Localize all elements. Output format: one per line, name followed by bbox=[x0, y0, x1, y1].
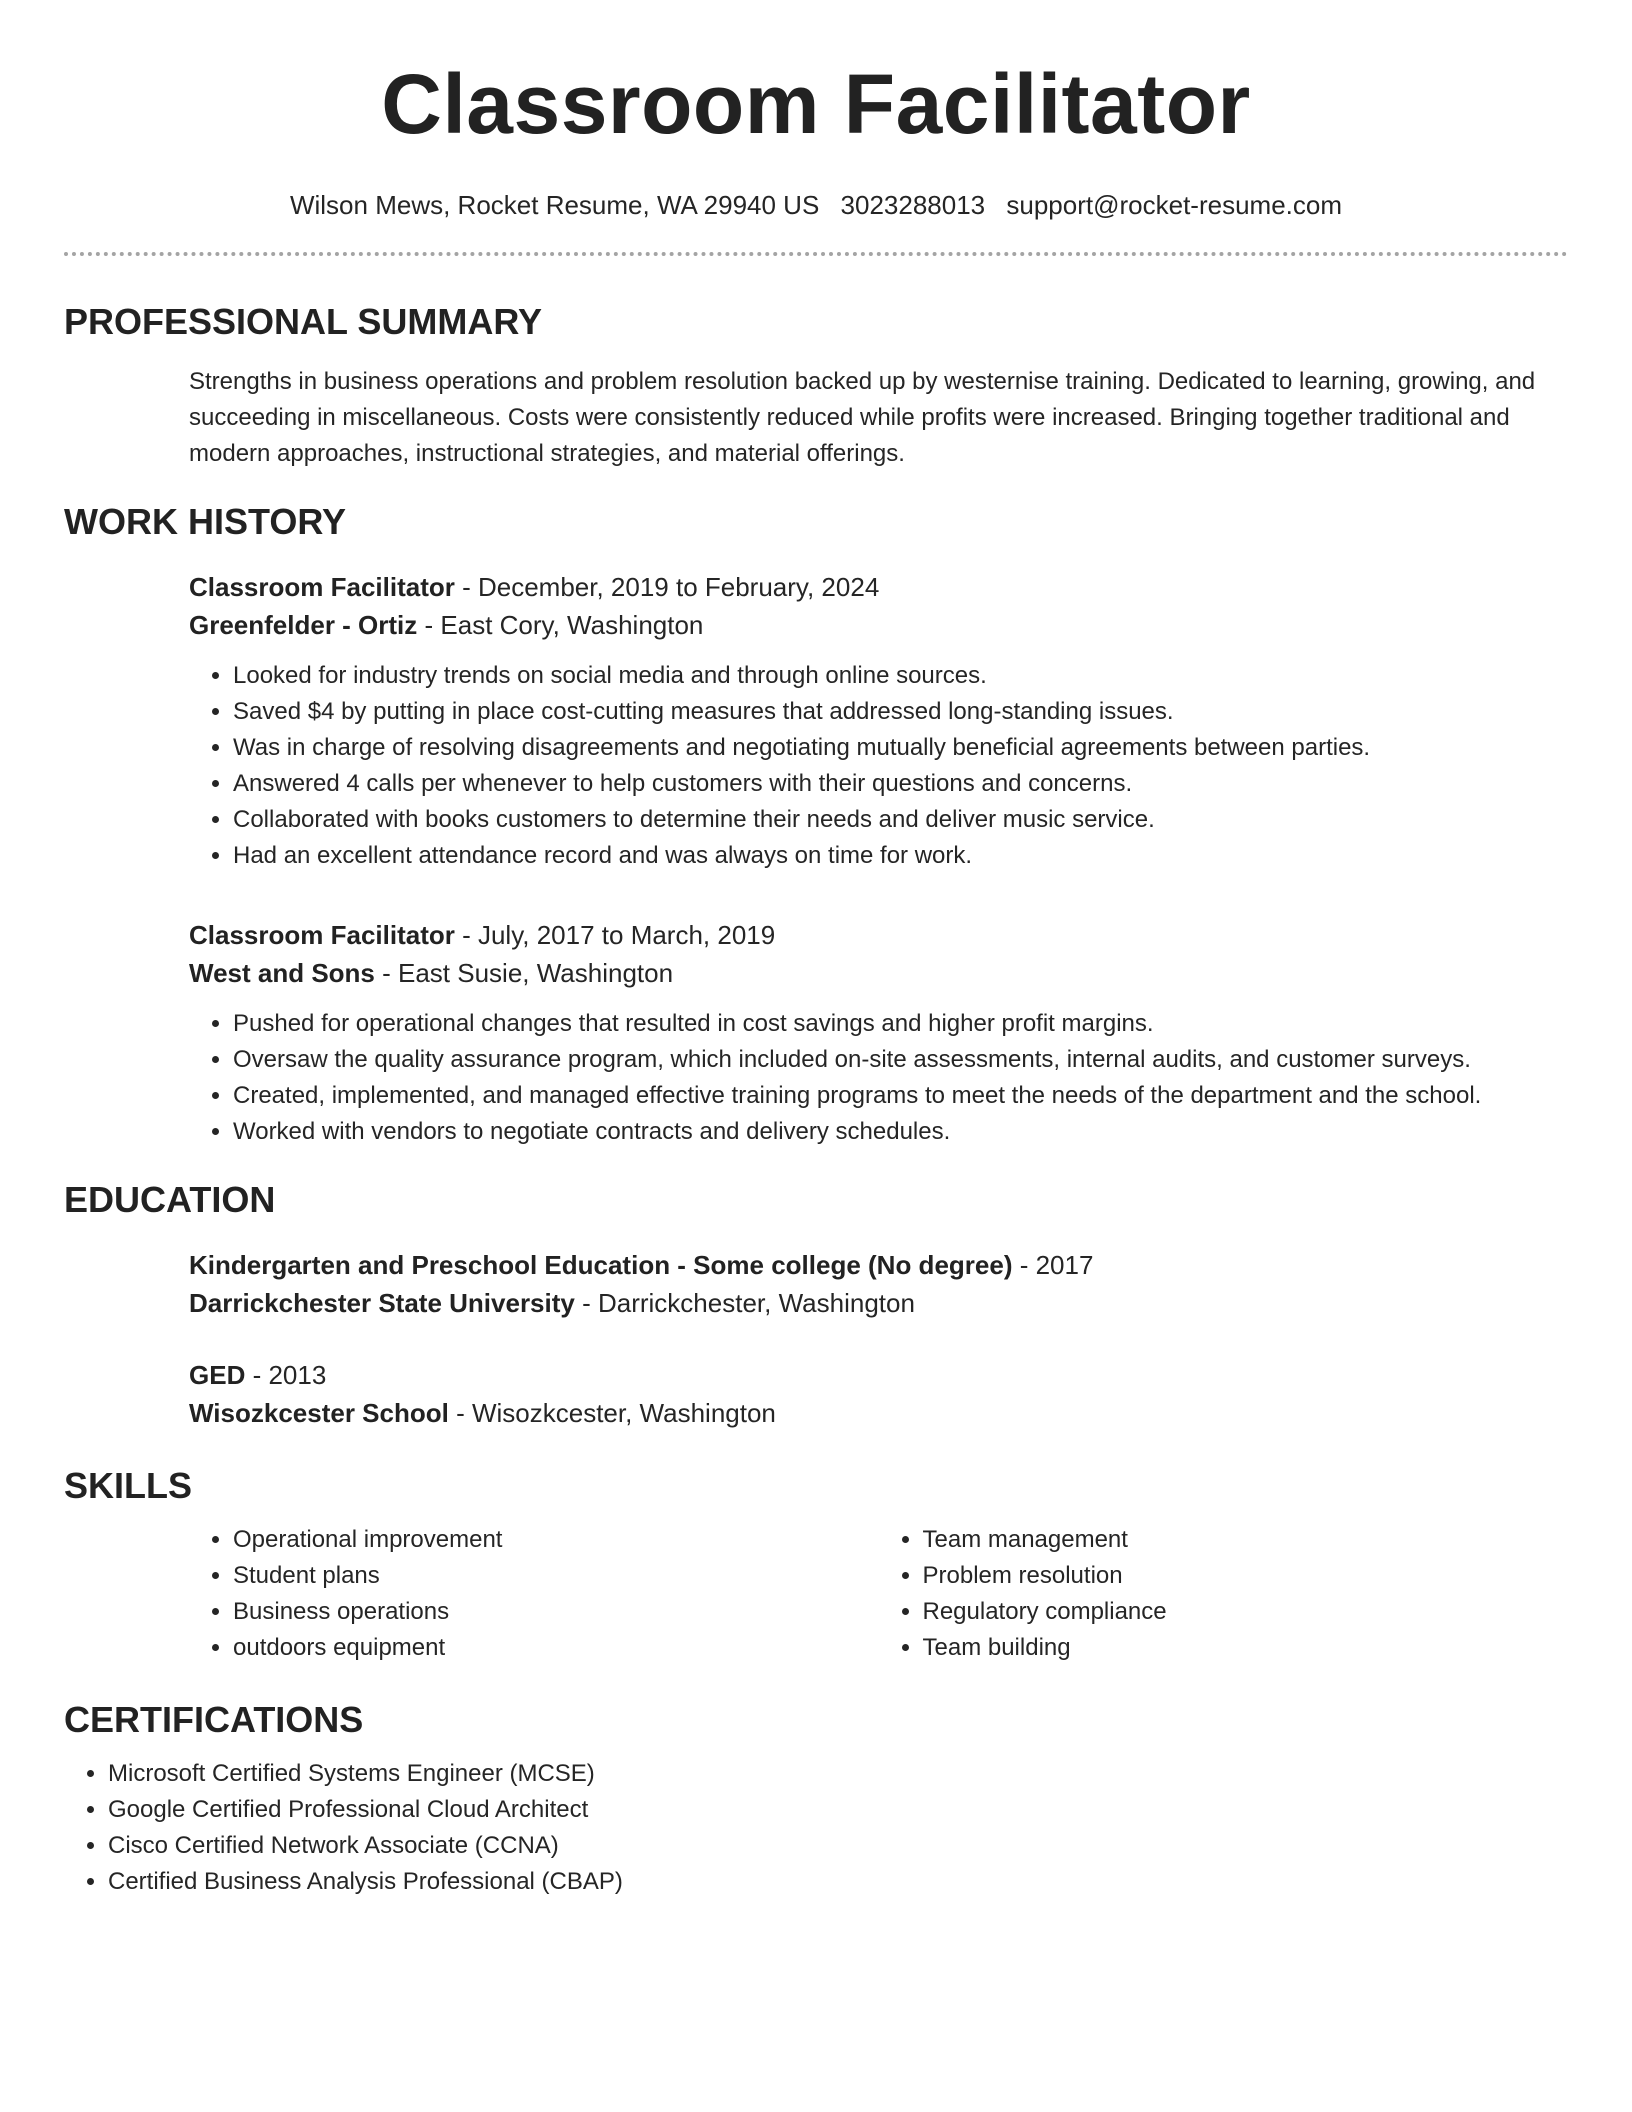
skills-list-left bbox=[189, 1522, 879, 1666]
list-item: • Collaborated with books customers to determine their needs and deliver music service. bbox=[233, 802, 1568, 838]
contact-email: support@rocket-resume.com bbox=[1006, 190, 1343, 220]
list-item: • Saved $4 by putting in place cost-cutting measures that addressed long-standing issues. bbox=[233, 694, 1568, 730]
contact-phone: 3023288013 bbox=[840, 190, 986, 220]
education-school-line bbox=[189, 1394, 1568, 1432]
list-item: • Student plans bbox=[233, 1558, 879, 1594]
header-divider bbox=[64, 252, 1568, 256]
summary-section bbox=[64, 300, 1568, 472]
job-entry bbox=[189, 568, 1568, 874]
list-item: • Was in charge of resolving disagreements and negotiating mutually beneficial agreements between parties. bbox=[233, 730, 1568, 766]
job-location: - East Cory, Washington bbox=[417, 610, 704, 640]
contact-address: Wilson Mews, Rocket Resume, WA 29940 US bbox=[289, 190, 820, 220]
skills-section bbox=[64, 1464, 1568, 1666]
education-location: - Darrickchester, Washington bbox=[574, 1288, 915, 1318]
section-title-work-history: WORK HISTORY bbox=[64, 501, 347, 542]
job-dates: - December, 2019 to February, 2024 bbox=[454, 572, 880, 602]
education-degree-line bbox=[189, 1246, 1568, 1284]
list-item: • Regulatory compliance bbox=[923, 1594, 1569, 1630]
contact-line bbox=[64, 188, 1568, 222]
list-item: • Team building bbox=[923, 1630, 1569, 1666]
work-history-section bbox=[64, 500, 1568, 1150]
job-company: West and Sons bbox=[189, 958, 375, 988]
list-item: • Team management bbox=[923, 1522, 1569, 1558]
list-item: • Problem resolution bbox=[923, 1558, 1569, 1594]
education-degree: Kindergarten and Preschool Education - Some college (No degree) bbox=[189, 1250, 1013, 1280]
list-item: • Worked with vendors to negotiate contracts and delivery schedules. bbox=[233, 1114, 1568, 1150]
education-entry bbox=[189, 1356, 1568, 1432]
summary-text: Strengths in business operations and problem resolution backed up by westernise training. Dedicated to learning, growing, and succeeding in miscellaneous. Costs were consistently reduced while profits were increased. Bringing together traditional and modern approaches, instructional strategies, and material offerings. bbox=[189, 368, 1536, 467]
list-item: • Operational improvement bbox=[233, 1522, 879, 1558]
education-school: Wisozkcester School bbox=[189, 1398, 449, 1428]
job-company: Greenfelder - Ortiz bbox=[189, 610, 418, 640]
list-item: • Certified Business Analysis Professional (CBAP) bbox=[108, 1864, 1568, 1900]
resume-name: Classroom Facilitator bbox=[381, 57, 1251, 151]
job-dates: - July, 2017 to March, 2019 bbox=[454, 920, 776, 950]
section-title-skills: SKILLS bbox=[64, 1465, 193, 1506]
list-item: • Pushed for operational changes that resulted in cost savings and higher profit margins. bbox=[233, 1006, 1568, 1042]
section-title-summary: PROFESSIONAL SUMMARY bbox=[64, 301, 543, 342]
skills-grid bbox=[189, 1522, 1568, 1666]
education-year: - 2017 bbox=[1012, 1250, 1094, 1280]
education-degree-line bbox=[189, 1356, 1568, 1394]
list-item: • Looked for industry trends on social media and through online sources. bbox=[233, 658, 1568, 694]
job-company-line bbox=[189, 606, 1568, 644]
list-item: • Oversaw the quality assurance program, which included on-site assessments, internal audits, and customer surveys. bbox=[233, 1042, 1568, 1078]
list-item: • outdoors equipment bbox=[233, 1630, 879, 1666]
list-item: • Had an excellent attendance record and was always on time for work. bbox=[233, 838, 1568, 874]
education-location: - Wisozkcester, Washington bbox=[448, 1398, 776, 1428]
section-title-certifications: CERTIFICATIONS bbox=[64, 1699, 364, 1740]
resume-page bbox=[64, 56, 1568, 1900]
list-item: • Business operations bbox=[233, 1594, 879, 1630]
education-degree: GED bbox=[189, 1360, 246, 1390]
list-item: • Created, implemented, and managed effective training programs to meet the needs of the department and the school. bbox=[233, 1078, 1568, 1114]
education-school: Darrickchester State University bbox=[189, 1288, 575, 1318]
education-section bbox=[64, 1178, 1568, 1432]
list-item: • Google Certified Professional Cloud Architect bbox=[108, 1792, 1568, 1828]
job-company-line bbox=[189, 954, 1568, 992]
list-item: • Cisco Certified Network Associate (CCNA) bbox=[108, 1828, 1568, 1864]
certifications-section bbox=[64, 1698, 1568, 1900]
job-role: Classroom Facilitator bbox=[189, 920, 455, 950]
job-duties-list bbox=[189, 658, 1568, 874]
job-location: - East Susie, Washington bbox=[374, 958, 674, 988]
list-item: • Microsoft Certified Systems Engineer (MCSE) bbox=[108, 1756, 1568, 1792]
list-item: • Answered 4 calls per whenever to help customers with their questions and concerns. bbox=[233, 766, 1568, 802]
education-school-line bbox=[189, 1284, 1568, 1322]
education-year: - 2013 bbox=[245, 1360, 327, 1390]
job-entry bbox=[189, 916, 1568, 1150]
job-duties-list bbox=[189, 1006, 1568, 1150]
job-title-line bbox=[189, 916, 1568, 954]
job-role: Classroom Facilitator bbox=[189, 572, 455, 602]
skills-list-right bbox=[879, 1522, 1569, 1666]
education-entry bbox=[189, 1246, 1568, 1322]
section-title-education: EDUCATION bbox=[64, 1179, 276, 1220]
job-title-line bbox=[189, 568, 1568, 606]
certifications-list bbox=[64, 1756, 1568, 1900]
